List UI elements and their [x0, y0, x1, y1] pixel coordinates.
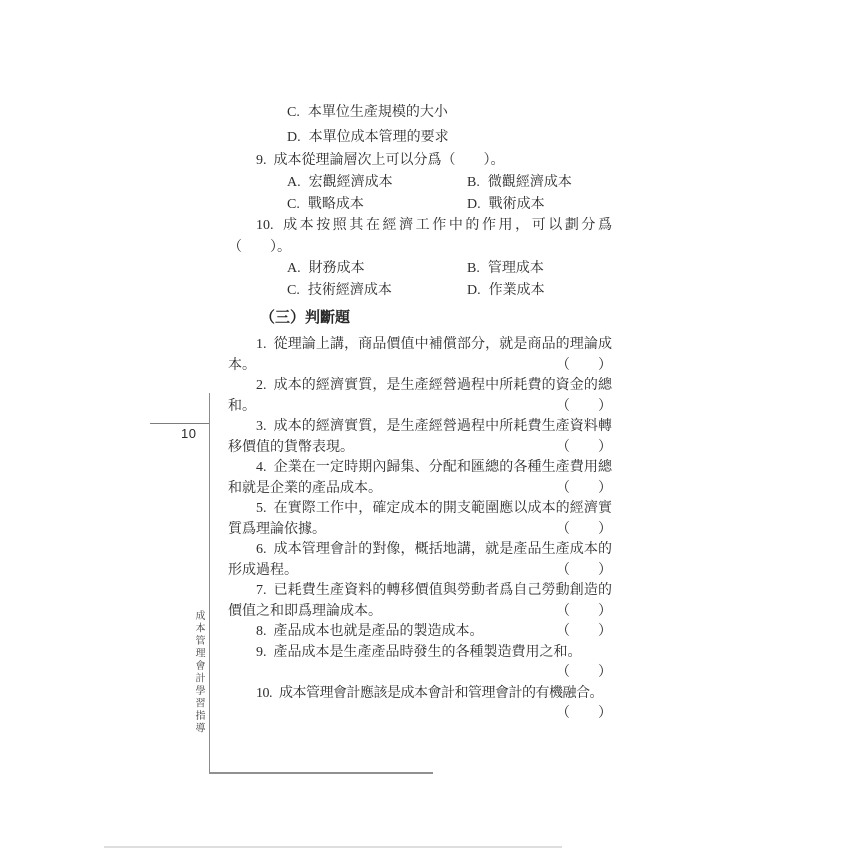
option-label: D.: [287, 130, 301, 145]
option-b: [467, 258, 544, 280]
item-number: 10.: [256, 685, 272, 701]
answer-blank: （ ）: [556, 624, 612, 639]
answer-blank: （ ）: [556, 357, 612, 373]
margin-rule-bottom: [209, 772, 433, 774]
option-text: 宏觀經濟成本: [308, 175, 393, 190]
option-label: C.: [287, 105, 300, 120]
item-number: 4.: [256, 460, 267, 475]
option-d: [467, 194, 545, 216]
margin-rule-top: [150, 423, 210, 424]
question-10-stem: [228, 215, 612, 258]
item-number: 9.: [256, 644, 267, 660]
option-b: [467, 172, 572, 194]
page-number: 10: [181, 426, 197, 441]
judgment-item-2: [228, 376, 612, 417]
item-number: 8.: [256, 624, 267, 639]
answer-blank: （ ）: [556, 706, 612, 721]
item-number: 5.: [256, 501, 267, 516]
margin-rule-vertical: [209, 393, 210, 773]
option-text: 本單位成本管理的要求: [308, 130, 449, 145]
judgment-item-9: [228, 643, 612, 684]
answer-blank: （ ）: [556, 665, 612, 680]
option-label: D.: [467, 282, 481, 298]
answer-blank: （ ）: [556, 398, 612, 414]
item-text: 成本的經濟實質，是生產經營過程中所耗費生產資料轉移價值的貨幣表現。: [228, 419, 612, 455]
item-text: 產品成本也就是產品的製造成本。: [273, 624, 484, 639]
item-text: 成本管理會計應該是成本會計和管理會計的有機融合。: [279, 685, 603, 701]
option-text: 戰術成本: [488, 196, 545, 212]
question-text: 成本按照其在經濟工作中的作用，可以劃分爲: [280, 218, 612, 233]
item-number: 2.: [256, 378, 267, 393]
judgment-item-1: [228, 335, 612, 376]
question-9-option-row: [228, 172, 612, 194]
scan-edge-shadow: [104, 846, 562, 848]
item-text: 成本的經濟實質，是生產經營過程中所耗費的資金的總和。: [228, 378, 612, 414]
answer-blank: （ ）: [556, 480, 612, 496]
option-label: D.: [467, 196, 481, 212]
option-c: [287, 194, 467, 216]
item-text: 從理論上講，商品價值中補償部分，就是商品的理論成本。: [228, 337, 612, 373]
judgment-item-7: [228, 581, 612, 622]
option-label: A.: [287, 261, 301, 276]
item-text: 在實際工作中，確定成本的開支範圍應以成本的經濟實質爲理論依據。: [228, 501, 612, 537]
judgment-item-10: [228, 684, 612, 725]
item-number: 3.: [256, 419, 267, 434]
option-text: 技術經濟成本: [307, 282, 392, 298]
judgment-item-8: [228, 622, 612, 643]
option-text: 微觀經濟成本: [487, 175, 572, 190]
question-9-option-row: [228, 194, 612, 216]
option-a: [287, 172, 467, 194]
book-side-title: 成本管理會計學習指導: [193, 610, 204, 735]
answer-blank: （ ）: [556, 603, 612, 619]
judgment-item-5: [228, 499, 612, 540]
option-text: 戰略成本: [307, 196, 364, 212]
question-number: 10.: [256, 218, 274, 233]
option-text: 作業成本: [488, 282, 545, 298]
answer-blank: （ ）: [556, 439, 612, 455]
option-label: B.: [467, 261, 480, 276]
option-a: [287, 258, 467, 280]
question-text: 成本從理論層次上可以分爲（ ）。: [273, 153, 505, 168]
mc-carryover-option-row: [228, 125, 612, 150]
page-content: [228, 100, 612, 725]
judgment-item-3: [228, 417, 612, 458]
option-text: 本單位生產規模的大小: [307, 105, 448, 120]
question-number: 9.: [256, 153, 267, 168]
item-number: 7.: [256, 583, 267, 598]
judgment-section-heading: （三）判斷題: [260, 310, 351, 326]
answer-blank: （ ）: [556, 521, 612, 537]
option-c: [287, 280, 467, 302]
option-text: 管理成本: [487, 261, 544, 276]
option-text: 財務成本: [308, 261, 365, 276]
item-text: 已耗費生產資料的轉移價值與勞動者爲自己勞動創造的價值之和即爲理論成本。: [228, 583, 612, 619]
question-10-option-row: [228, 258, 612, 280]
judgment-item-4: [228, 458, 612, 499]
mc-carryover-option-row: [228, 100, 612, 125]
option-label: A.: [287, 175, 301, 190]
item-text: 成本管理會計的對像，概括地講，就是產品生產成本的形成過程。: [228, 542, 612, 578]
question-10-option-row: [228, 280, 612, 302]
option-label: B.: [467, 175, 480, 190]
option-label: C.: [287, 282, 300, 298]
item-number: 1.: [256, 337, 267, 352]
item-text: 產品成本是生產產品時發生的各種製造費用之和。: [273, 644, 582, 660]
option-label: C.: [287, 196, 300, 212]
item-number: 6.: [256, 542, 267, 557]
answer-blank: （ ）: [556, 562, 612, 578]
judgment-item-6: [228, 540, 612, 581]
option-d: [467, 280, 545, 302]
item-text: 企業在一定時期內歸集、分配和匯總的各種生產費用總和就是企業的產品成本。: [228, 460, 612, 496]
question-9-stem: [228, 150, 612, 172]
answer-blank: （ ）。: [228, 239, 291, 255]
